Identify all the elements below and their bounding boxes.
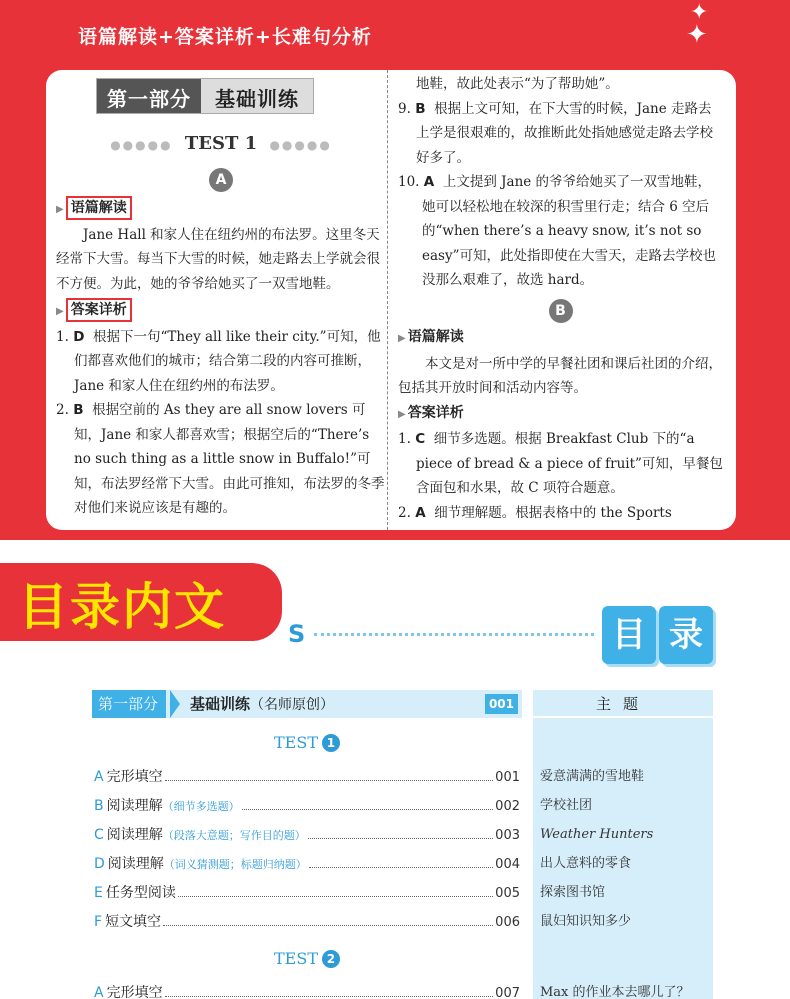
toc-part-page: 001 <box>485 694 518 714</box>
sparkle-icon: ✦ <box>690 0 709 25</box>
answers-label: 答案详析 <box>66 298 132 322</box>
part-name: 基础训练 <box>201 79 313 113</box>
contents-title-char: 目 <box>602 606 656 664</box>
toc-theme: Max 的作业本去哪儿了？ <box>540 985 690 999</box>
contents-tag-text: 目录内文 <box>18 578 226 636</box>
toc-entry[interactable]: A 完形填空 001 <box>94 769 520 785</box>
continued-text: 地鞋，故此处表示“为了帮助她”。 <box>416 76 619 92</box>
answer-item: 2. A 细节理解题。根据表格中的 the Sports <box>398 504 672 521</box>
triangle-marker-icon: ▶ <box>398 408 406 420</box>
toc-theme: 爱意满满的雪地鞋 <box>540 769 645 784</box>
sparkle-icon: ✦ <box>686 20 708 50</box>
triangle-marker-icon: ▶ <box>56 204 64 215</box>
right-column <box>398 70 723 530</box>
toc-test-heading: TEST 2 <box>92 949 522 968</box>
answer-item: 1. D 根据下一句“They all like their city.”可知，他们都喜欢他们的城市；结合第二段的内容可推断，Jane 和家人住在纽约州的布法罗。 <box>56 328 381 394</box>
part-label: 第一部分 <box>97 79 201 113</box>
contents-title <box>602 606 716 664</box>
triangle-marker-icon: ▶ <box>56 306 64 317</box>
toc-entry[interactable]: A 完形填空 007 <box>94 985 520 999</box>
toc-theme: Weather Hunters <box>540 827 654 842</box>
reading-label: 语篇解读 <box>66 196 132 220</box>
reading-label: 语篇解读 <box>407 329 464 345</box>
arrow-icon <box>170 690 180 718</box>
toc-entry[interactable]: D 阅读理解 （词义猜测题；标题归纳题） 004 <box>94 856 520 872</box>
section-a-badge: A <box>209 168 233 192</box>
answer-item: 9. B 根据上文可知，在下大雪的时候，Jane 走路去上学是很艰难的，故推断此处指她感觉走路去学校好多了。 <box>398 100 713 166</box>
toc-theme: 学校社团 <box>540 798 593 813</box>
answer-item: 1. C 细节多选题。根据 Breakfast Club 下的“a piece of bread & a piece of fruit”可知，早餐包含面包和水果，故 C 项符合题意。 <box>398 431 723 496</box>
toc-part-label: 第一部分 <box>92 690 166 718</box>
test-title: ●●●●● TEST 1 ●●●●● <box>110 133 332 154</box>
answer-item: 2. B 根据空前的 As they are all snow lovers 可知，Jane 和家人都喜欢雪；根据空后的“There’s no such thing as a little snow in Buffalo!”可知，布法罗经常下大雪。由此可推知，布法罗的冬季对他们来说应该是有趣的。 <box>56 402 385 516</box>
answer-item: 10. A 上文提到 Jane 的爷爷给她买了一双雪地鞋，她可以轻松地在较深的积雪里行走；结合 6 空后的“when there’s a heavy snow, it’s not so easy”可知，此处指即使在大雪天，走路去学校也没那么艰难了，故选 hard。 <box>398 174 716 288</box>
banner-title: 语篇解读+答案详析+长难句分析 <box>78 26 372 48</box>
section-b-badge: B <box>549 299 573 323</box>
dotted-line <box>314 633 594 636</box>
triangle-marker-icon: ▶ <box>398 333 406 344</box>
toc-entry[interactable]: E 任务型阅读 005 <box>94 885 520 901</box>
toc-theme: 探索图书馆 <box>540 885 606 900</box>
toc-entry[interactable]: F 短文填空 006 <box>94 914 520 930</box>
book-page-preview <box>46 70 736 530</box>
reading-text: Jane Hall 和家人住在纽约州的布法罗。这里冬天经常下大雪。每当下大雪的时候，她走路去上学就会很不方便。为此，她的爷爷给她买了一双雪地鞋。 <box>56 226 380 292</box>
answers-label: 答案详析 <box>407 404 464 421</box>
left-column <box>56 70 386 530</box>
toc-part-header <box>92 690 522 718</box>
toc-theme: 鼠妇知识知多少 <box>540 914 632 929</box>
column-divider <box>387 70 388 530</box>
toc-entry[interactable]: B 阅读理解 （细节多选题） 002 <box>94 798 520 814</box>
toc-test-heading: TEST 1 <box>92 733 522 752</box>
contents-title-char: 录 <box>659 606 713 664</box>
contents-s-letter: S <box>288 620 306 648</box>
toc-theme: 出人意料的零食 <box>540 856 632 871</box>
toc-entry[interactable]: C 阅读理解 （段落大意题；写作目的题） 003 <box>94 827 520 843</box>
reading-text: 本文是对一所中学的早餐社团和课后社团的介绍，包括其开放时间和活动内容等。 <box>398 355 722 396</box>
theme-header: 主题 <box>533 690 713 718</box>
toc-part-name: 基础训练（名师原创） <box>190 695 335 713</box>
contents-tag <box>0 563 282 641</box>
